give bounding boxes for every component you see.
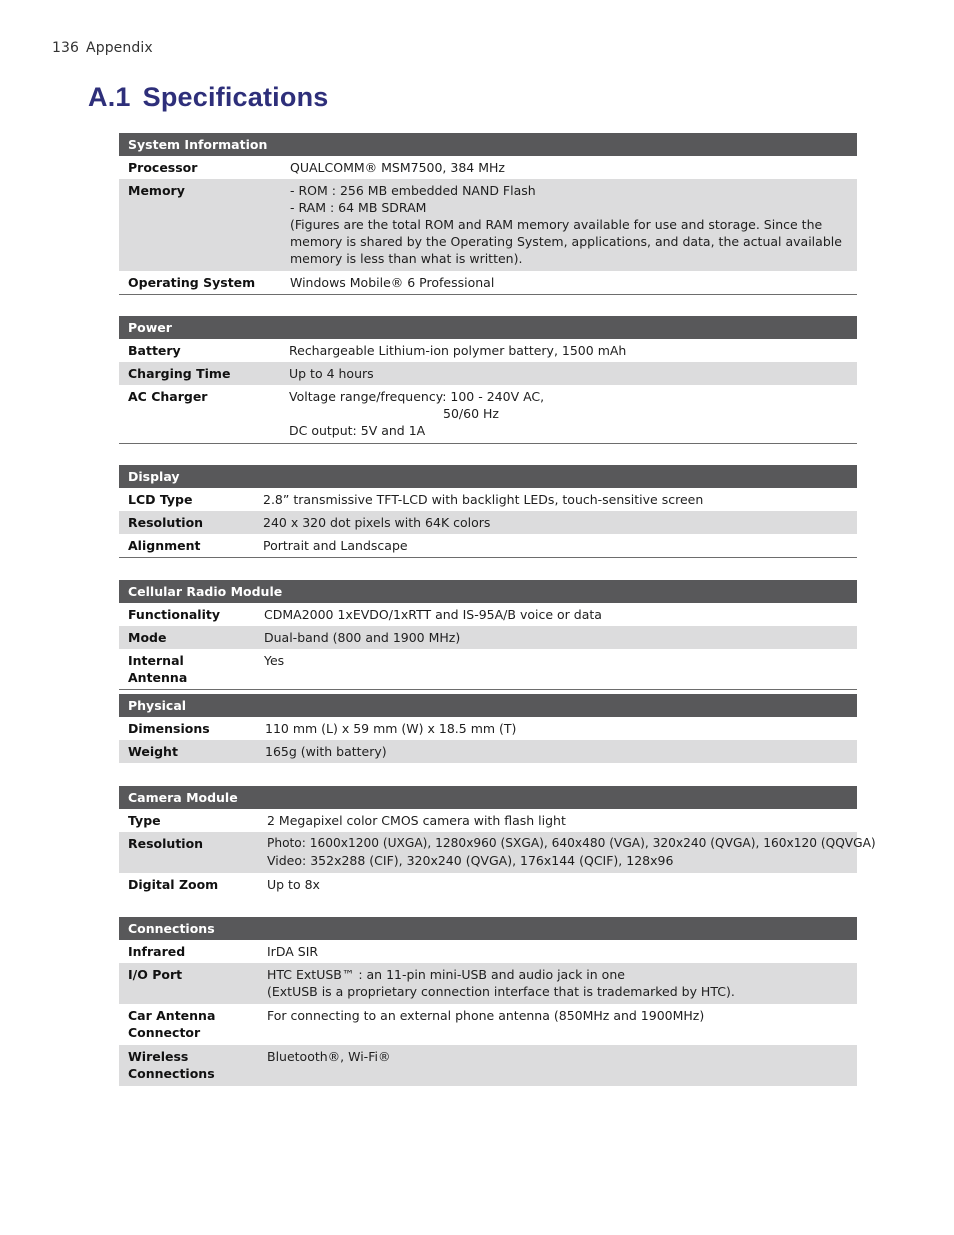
table-heading: Power xyxy=(119,316,857,339)
running-head xyxy=(52,40,153,56)
table-row xyxy=(119,339,857,362)
spec-label: Charging Time xyxy=(119,362,280,385)
table-heading: System Information xyxy=(119,133,857,156)
spec-value: CDMA2000 1xEVDO/1xRTT and IS-95A/B voice or data xyxy=(264,607,602,622)
spec-value-line: (Figures are the total ROM and RAM memory available for use and storage. Since the memory is shared by the Operating System, applications, and data, the actual available memory is less than what is written). xyxy=(290,217,842,266)
section-number: A.1 xyxy=(88,82,131,112)
table-row xyxy=(119,156,857,179)
spec-label: Memory xyxy=(119,179,281,271)
spec-label: Type xyxy=(128,813,161,828)
spec-label: Resolution xyxy=(119,832,258,873)
spec-value xyxy=(281,179,857,271)
spec-value: QUALCOMM® MSM7500, 384 MHz xyxy=(290,160,505,175)
table-heading: Connections xyxy=(119,917,857,940)
table-row xyxy=(119,873,857,896)
spec-value: For connecting to an external phone antenna (850MHz and 1900MHz) xyxy=(267,1008,705,1023)
table-row xyxy=(119,740,857,763)
spec-value-line: HTC ExtUSB™ : an 11-pin mini-USB and audio jack in one xyxy=(267,967,625,982)
display-table xyxy=(119,465,857,558)
section-title: Specifications xyxy=(142,82,329,112)
table-row xyxy=(119,1004,857,1045)
spec-label: Battery xyxy=(128,343,181,358)
spec-value: Bluetooth®, Wi-Fi® xyxy=(258,1045,857,1086)
spec-value: Windows Mobile® 6 Professional xyxy=(290,275,495,290)
camera-module-table xyxy=(119,786,876,896)
running-head-section: Appendix xyxy=(86,40,153,56)
spec-value: 2 Megapixel color CMOS camera with flash light xyxy=(267,813,566,828)
spec-value-line: - ROM : 256 MB embedded NAND Flash xyxy=(290,183,536,198)
spec-value: 2.8” transmissive TFT-LCD with backlight LEDs, touch-sensitive screen xyxy=(263,492,704,507)
spec-value-line: (ExtUSB is a proprietary connection interface that is trademarked by HTC). xyxy=(267,984,735,999)
table-row xyxy=(119,179,857,271)
table-row xyxy=(119,534,857,558)
table-row xyxy=(119,362,857,385)
table-row xyxy=(119,1045,857,1086)
spec-label: Internal Antenna xyxy=(128,653,188,685)
spec-value: 110 mm (L) x 59 mm (W) x 18.5 mm (T) xyxy=(265,721,517,736)
spec-value: 240 x 320 dot pixels with 64K colors xyxy=(254,511,857,534)
spec-value: IrDA SIR xyxy=(267,944,319,959)
spec-value-line: Photo: 1600x1200 (UXGA), 1280x960 (SXGA), 640x480 (VGA), 320x240 (QVGA), 160x120 (QQVGA) xyxy=(267,836,876,850)
spec-value: Up to 4 hours xyxy=(280,362,857,385)
table-heading: Cellular Radio Module xyxy=(119,580,857,603)
spec-label: Infrared xyxy=(128,944,186,959)
table-row xyxy=(119,271,857,295)
spec-value-line: 50/60 Hz xyxy=(443,406,499,421)
spec-value-line: DC output: 5V and 1A xyxy=(289,423,426,438)
table-row xyxy=(119,511,857,534)
cellular-radio-table xyxy=(119,580,857,690)
table-row xyxy=(119,649,857,690)
spec-value: Up to 8x xyxy=(267,877,320,892)
spec-value-line: Voltage range/frequency: 100 - 240V AC, xyxy=(289,389,545,404)
table-heading: Camera Module xyxy=(119,786,857,809)
table-row xyxy=(119,717,857,740)
spec-value xyxy=(280,385,857,444)
table-heading: Physical xyxy=(119,694,857,717)
table-row xyxy=(119,603,857,626)
spec-label: Alignment xyxy=(128,538,201,553)
spec-label: Weight xyxy=(119,740,256,763)
spec-label: Resolution xyxy=(119,511,254,534)
spec-label-line: Connections xyxy=(128,1066,215,1081)
spec-value xyxy=(258,963,857,1004)
connections-table xyxy=(119,917,857,1086)
table-row xyxy=(119,940,857,963)
spec-label-line: Car Antenna xyxy=(128,1008,216,1023)
spec-label: I/O Port xyxy=(119,963,258,1004)
spec-label: Operating System xyxy=(128,275,256,290)
table-row xyxy=(119,385,857,444)
spec-value-line: Video: 352x288 (CIF), 320x240 (QVGA), 176x144 (QCIF), 128x96 xyxy=(267,853,674,868)
spec-label xyxy=(119,1045,258,1086)
power-table xyxy=(119,316,857,444)
spec-label: Mode xyxy=(119,626,255,649)
table-row xyxy=(119,963,857,1004)
spec-label: Functionality xyxy=(128,607,220,622)
spec-label: LCD Type xyxy=(128,492,193,507)
spec-label: AC Charger xyxy=(128,389,208,404)
spec-value-line: - RAM : 64 MB SDRAM xyxy=(290,200,427,215)
table-row xyxy=(119,626,857,649)
spec-value: Dual-band (800 and 1900 MHz) xyxy=(255,626,857,649)
spec-label: Processor xyxy=(128,160,198,175)
spec-label-line: Wireless xyxy=(128,1049,189,1064)
spec-label: Dimensions xyxy=(128,721,210,736)
system-information-table xyxy=(119,133,857,295)
spec-value: 165g (with battery) xyxy=(256,740,857,763)
table-row xyxy=(119,832,857,873)
table-heading: Display xyxy=(119,465,857,488)
page-title xyxy=(88,82,328,113)
spec-label-line: Connector xyxy=(128,1025,201,1040)
table-row xyxy=(119,488,857,511)
table-row xyxy=(119,809,857,832)
spec-value: Rechargeable Lithium-ion polymer battery, 1500 mAh xyxy=(289,343,627,358)
spec-value xyxy=(258,832,876,873)
spec-value: Portrait and Landscape xyxy=(263,538,408,553)
spec-value: Yes xyxy=(264,653,285,668)
spec-label: Digital Zoom xyxy=(128,877,219,892)
page-number: 136 xyxy=(52,40,80,56)
physical-table xyxy=(119,694,857,763)
spec-label xyxy=(119,1004,258,1045)
